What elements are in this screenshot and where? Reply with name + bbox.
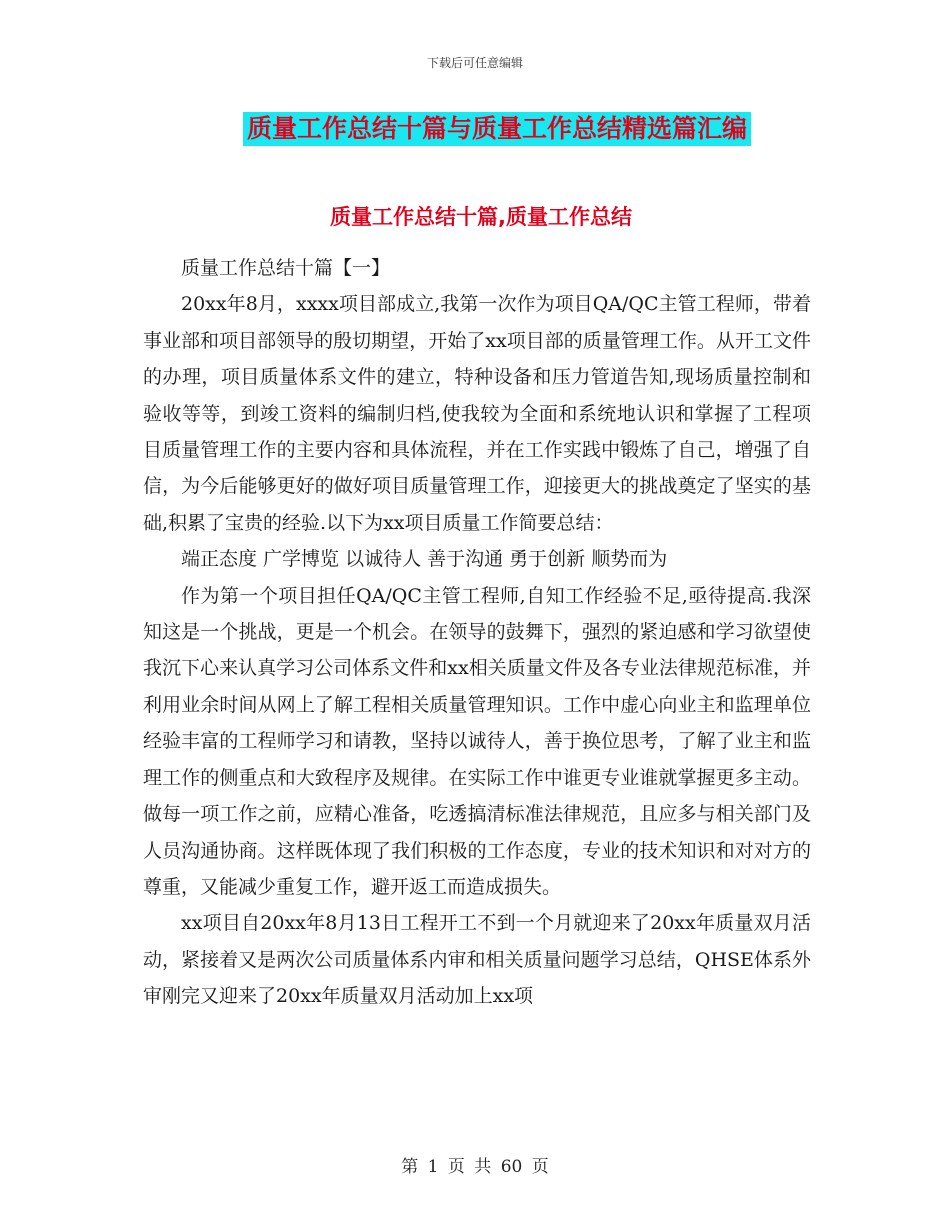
- header-note: 下载后可任意编辑: [426, 56, 523, 70]
- motto-line: 端正态度 广学博览 以诚待人 善于沟通 勇于创新 顺势而为: [181, 548, 668, 571]
- document-main-title: 质量工作总结十篇与质量工作总结精选篇汇编: [243, 112, 751, 146]
- body-paragraph: 20xx年8月，xxxx项目部成立,我第一次作为项目QA/QC主管工程师，带着事业部和项目部领导的殷切期望，开始了xx项目部的质量管理工作。从开工文件的办理，项目质量体系文件的建立，特种设备和压力管道告知,现场质量控制和验收等等，到竣工资料的编制归档,使我较为全面和系统地认识和掌握了工程项目质量管理工作的主要内容和具体流程，并在工作实践中锻炼了自己，增强了自信，为今后能够更好的做好项目质量管理工作，迎接更大的挑战奠定了坚实的基础,积累了宝贵的经验.以下为xx项目质量工作简要总结：: [143, 293, 811, 534]
- document-body: [143, 250, 811, 1015]
- body-paragraph: xx项目自20xx年8月13日工程开工不到一个月就迎来了20xx年质量双月活动，紧接着又是两次公司质量体系内审和相关质量问题学习总结，QHSE体系外审刚完又迎来了20xx年质量双月活动加上xx项: [143, 912, 811, 1008]
- main-title-container: [0, 112, 950, 146]
- body-paragraph: 作为第一个项目担任QA/QC主管工程师,自知工作经验不足,亟待提高.我深知这是一个挑战，更是一个机会。在领导的鼓舞下，强烈的紧迫感和学习欲望使我沉下心来认真学习公司体系文件和xx相关质量文件及各专业法律规范标准，并利用业余时间从网上了解工程相关质量管理知识。工作中虚心向业主和监理单位经验丰富的工程师学习和请教，坚持以诚待人，善于换位思考，了解了业主和监理工作的侧重点和大致程序及规律。在实际工作中谁更专业谁就掌握更多主动。做每一项工作之前，应精心准备，吃透搞清标准法律规范，且应多与相关部门及人员沟通协商。这样既体现了我们积极的工作态度，专业的技术知识和对对方的尊重，又能减少重复工作，避开返工而造成损失。: [143, 584, 811, 898]
- page-footer: 第 1 页 共 60 页: [401, 1157, 549, 1177]
- section-heading: 质量工作总结十篇【一】: [181, 257, 391, 279]
- document-sub-title: 质量工作总结十篇,质量工作总结: [330, 205, 632, 229]
